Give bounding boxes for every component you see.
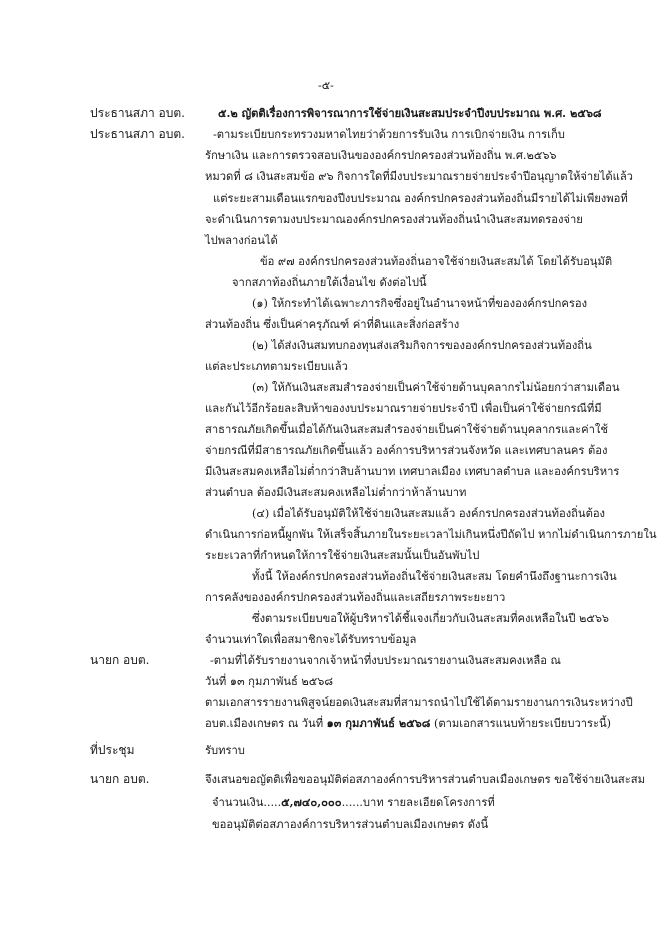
text-line: จำนวนเท่าใดเพื่อสมาชิกจะได้รับทราบข้อมูล: [205, 633, 417, 646]
text-line: (๔) เมื่อได้รับอนุมัติให้ใช้จ่ายเงินสะสมแล้ว องค์กรปกครองส่วนท้องถิ่นต้อง: [252, 507, 606, 520]
text-line: [212, 793, 495, 811]
amount-value: ๕,๗๔๐,๐๐๐: [281, 795, 342, 809]
text-line: การคลังขององค์กรปกครองส่วนท้องถิ่นและเสถียรภาพระยะยาว: [205, 591, 506, 604]
resolution-text: รับทราบ: [205, 744, 245, 757]
text-fragment: จำนวนเงิน.....: [212, 796, 282, 809]
text-line: (๓) ให้กันเงินสะสมสำรองจ่ายเป็นค่าใช้จ่ายด้านบุคลากรไม่น้อยกว่าสามเดือน: [252, 381, 620, 394]
text-line: มีเงินสะสมคงเหลือไม่ต่ำกว่าสิบล้านบาท เทศบาลเมือง เทศบาลตำบล และองค์กรบริหาร: [205, 465, 620, 478]
speaker-label: ประธานสภา อบต.: [90, 106, 185, 120]
speaker-label: นายก อบต.: [90, 653, 150, 667]
text-line: ซึ่งตามระเบียบขอให้ผู้บริหารได้ชี้แจงเกี่ยวกับเงินสะสมที่คงเหลือในปี ๒๕๖๖: [252, 612, 610, 625]
text-line: ดำเนินการก่อหนี้ผูกพัน ให้เสร็จสิ้นภายในระยะเวลาไม่เกินหนึ่งปีถัดไป หากไม่ดำเนินการภายใน: [205, 528, 657, 541]
text-line: ระยะเวลาที่กำหนดให้การใช้จ่ายเงินสะสมนั้นเป็นอันพับไป: [205, 549, 480, 562]
text-line: (๒) ได้ส่งเงินสมทบกองทุนส่งเสริมกิจการขององค์กรปกครองส่วนท้องถิ่น: [252, 339, 592, 352]
text-line: (๑) ให้กระทำได้เฉพาะภารกิจซึ่งอยู่ในอำนาจหน้าที่ขององค์กรปกครอง: [252, 297, 588, 310]
report-date: ๑๓ กุมภาพันธ์ ๒๕๖๘: [326, 716, 431, 730]
speaker-label: ประธานสภา อบต.: [90, 127, 185, 141]
text-line: ส่วนตำบล ต้องมีเงินสะสมคงเหลือไม่ต่ำกว่าห้าล้านบาท: [205, 486, 467, 499]
text-line: จ่ายกรณีที่มีสาธารณภัยเกิดขึ้นแล้ว องค์การบริหารส่วนจังหวัด และเทศบาลนคร ต้อง: [205, 444, 608, 457]
text-line: ไปพลางก่อนได้: [205, 234, 278, 247]
text-line: หมวดที่ ๘ เงินสะสมข้อ ๙๖ กิจการใดที่มีงบประมาณรายจ่ายประจำปีอนุญาตให้จ่ายได้แล้ว: [205, 170, 633, 183]
text-line: จะดำเนินการตามงบประมาณองค์กรปกครองส่วนท้องถิ่นนำเงินสะสมทดรองจ่าย: [205, 213, 583, 226]
text-line: ข้อ ๙๗ องค์กรปกครองส่วนท้องถิ่นอาจใช้จ่ายเงินสะสมได้ โดยได้รับอนุมัติ: [260, 255, 613, 268]
text-line: ส่วนท้องถิ่น ซึ่งเป็นค่าครุภัณฑ์ ค่าที่ดินและสิ่งก่อสร้าง: [205, 318, 460, 331]
speaker-label: นายก อบต.: [90, 772, 150, 786]
text-line: และกันไว้อีกร้อยละสิบห้าของงบประมาณรายจ่ายประจำปี เพื่อเป็นค่าใช้จ่ายกรณีที่มี: [205, 402, 602, 415]
text-line: แต่ละประเภทตามระเบียบแล้ว: [205, 360, 348, 373]
text-line: ตามเอกสารรายงานพิสูจน์ยอดเงินสะสมที่สามารถนำไปใช้ได้ตามรายงานการเงินระหว่างปี: [205, 696, 633, 709]
text-line: [205, 714, 611, 732]
text-line: รักษาเงิน และการตรวจสอบเงินขององค์กรปกครองส่วนท้องถิ่น พ.ศ.๒๕๖๖: [205, 149, 557, 162]
text-fragment: ......บาท รายละเอียดโครงการที่: [341, 796, 495, 809]
page-number: -๕-: [318, 79, 334, 92]
speaker-label: ที่ประชุม: [90, 743, 135, 757]
text-line: ขออนุมัติต่อสภาองค์การบริหารส่วนตำบลเมืองเกษตร ดังนี้: [212, 818, 489, 831]
text-line: -ตามที่ได้รับรายงานจากเจ้าหน้าที่งบประมาณรายงานเงินสะสมคงเหลือ ณ: [210, 654, 561, 667]
text-line: แต่ระยะสามเดือนแรกของปีงบประมาณ องค์กรปกครองส่วนท้องถิ่นมีรายได้ไม่เพียงพอที่: [213, 192, 628, 205]
text-line: วันที่ ๑๓ กุมภาพันธ์ ๒๕๖๘: [205, 675, 333, 688]
text-line: ทั้งนี้ ให้องค์กรปกครองส่วนท้องถิ่นใช้จ่ายเงินสะสม โดยคำนึงถึงฐานะการเงิน: [252, 570, 617, 583]
text-line: -ตามระเบียบกระทรวงมหาดไทยว่าด้วยการรับเงิน การเบิกจ่ายเงิน การเก็บ: [213, 128, 565, 141]
agenda-heading: ๕.๒ ญัตติเรื่องการพิจารณาการใช้จ่ายเงินสะสมประจำปีงบประมาณ พ.ศ. ๒๕๖๘: [218, 106, 602, 120]
text-line: จึงเสนอขอญัตติเพื่อขออนุมัติต่อสภาองค์การบริหารส่วนตำบลเมืองเกษตร ขอใช้จ่ายเงินสะสม: [205, 773, 645, 786]
text-fragment: อบต.เมืองเกษตร ณ วันที่: [205, 717, 327, 730]
text-fragment: (ตามเอกสารแนบท้ายระเบียบวาระนี้): [430, 717, 612, 730]
text-line: สาธารณภัยเกิดขึ้นเมื่อได้กันเงินสะสมสำรองจ่ายเป็นค่าใช้จ่ายด้านบุคลากรและค่าใช้: [205, 423, 608, 436]
text-line: จากสภาท้องถิ่นภายใต้เงื่อนไข ดังต่อไปนี้: [232, 276, 427, 289]
